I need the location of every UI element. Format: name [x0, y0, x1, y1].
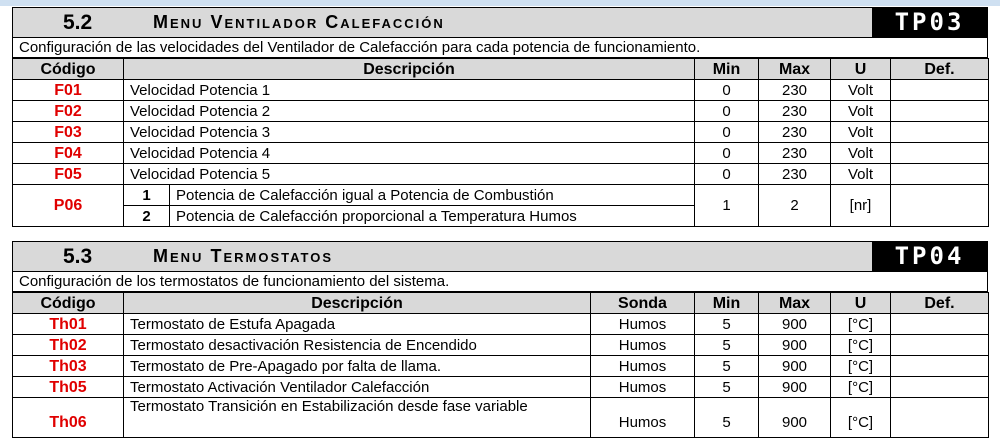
param-default	[891, 80, 989, 101]
table-row	[13, 164, 989, 185]
param-max: 900	[759, 398, 831, 438]
param-max: 900	[759, 314, 831, 335]
section-number: 5.3	[63, 245, 93, 268]
header-max: Max	[759, 59, 831, 80]
section-header	[12, 7, 988, 38]
param-default	[891, 122, 989, 143]
option-text: Potencia de Calefacción igual a Potencia de Combustión	[170, 185, 695, 206]
param-max: 230	[759, 101, 831, 122]
option-number: 2	[124, 206, 170, 227]
param-description: Velocidad Potencia 2	[124, 101, 695, 122]
param-probe: Humos	[591, 398, 695, 438]
section-tag: TP03	[872, 7, 987, 38]
param-code: Th02	[13, 335, 124, 356]
param-unit: Volt	[831, 80, 891, 101]
table-row	[13, 335, 989, 356]
thermostats-table	[12, 292, 989, 438]
section-number: 5.2	[63, 11, 93, 34]
param-unit: Volt	[831, 164, 891, 185]
header-description: Descripción	[124, 59, 695, 80]
header-min: Min	[695, 293, 759, 314]
option-text: Potencia de Calefacción proporcional a Temperatura Humos	[170, 206, 695, 227]
param-description: Termostato desactivación Resistencia de Encendido	[124, 335, 591, 356]
param-code: Th06	[13, 398, 124, 438]
header-unit: U	[831, 293, 891, 314]
param-code: F03	[13, 122, 124, 143]
param-unit: [°C]	[831, 356, 891, 377]
table-row	[13, 356, 989, 377]
param-code: Th05	[13, 377, 124, 398]
section-5-2	[12, 7, 988, 227]
param-max: 230	[759, 122, 831, 143]
param-default	[891, 143, 989, 164]
section-header	[12, 241, 988, 272]
section-description: Configuración de los termostatos de funcionamiento del sistema.	[12, 272, 988, 292]
param-max: 230	[759, 164, 831, 185]
param-min: 0	[695, 101, 759, 122]
param-max: 2	[759, 185, 831, 227]
param-max: 230	[759, 80, 831, 101]
param-code: F04	[13, 143, 124, 164]
param-min: 0	[695, 143, 759, 164]
param-default	[891, 335, 989, 356]
section-5-3	[12, 241, 988, 438]
param-unit: Volt	[831, 143, 891, 164]
param-default	[891, 314, 989, 335]
param-probe: Humos	[591, 314, 695, 335]
header-default: Def.	[891, 293, 989, 314]
param-code: F05	[13, 164, 124, 185]
param-description: Termostato de Pre-Apagado por falta de llama.	[124, 356, 591, 377]
param-default	[891, 101, 989, 122]
param-code: F02	[13, 101, 124, 122]
param-min: 0	[695, 122, 759, 143]
param-description: Termostato Activación Ventilador Calefacción	[124, 377, 591, 398]
param-default	[891, 164, 989, 185]
param-description: Velocidad Potencia 5	[124, 164, 695, 185]
param-unit: [°C]	[831, 398, 891, 438]
header-min: Min	[695, 59, 759, 80]
table-row	[13, 122, 989, 143]
param-min: 5	[695, 398, 759, 438]
table-row	[13, 143, 989, 164]
param-description: Termostato de Estufa Apagada	[124, 314, 591, 335]
param-unit: [°C]	[831, 377, 891, 398]
header-max: Max	[759, 293, 831, 314]
param-code: Th03	[13, 356, 124, 377]
table-row	[13, 314, 989, 335]
param-unit: Volt	[831, 122, 891, 143]
param-description: Velocidad Potencia 4	[124, 143, 695, 164]
parameters-table	[12, 58, 989, 227]
param-min: 1	[695, 185, 759, 227]
param-min: 5	[695, 377, 759, 398]
table-row	[13, 101, 989, 122]
param-probe: Humos	[591, 335, 695, 356]
param-unit: [°C]	[831, 335, 891, 356]
param-max: 900	[759, 377, 831, 398]
option-number: 1	[124, 185, 170, 206]
param-max: 900	[759, 356, 831, 377]
option-row	[13, 185, 989, 206]
param-unit: Volt	[831, 101, 891, 122]
header-default: Def.	[891, 59, 989, 80]
param-default	[891, 185, 989, 227]
header-unit: U	[831, 59, 891, 80]
param-min: 5	[695, 356, 759, 377]
top-strip	[0, 0, 1000, 6]
param-min: 5	[695, 335, 759, 356]
param-code: Th01	[13, 314, 124, 335]
section-title: Menu Ventilador Calefacción	[153, 12, 445, 32]
param-min: 5	[695, 314, 759, 335]
param-default	[891, 377, 989, 398]
param-description: Velocidad Potencia 3	[124, 122, 695, 143]
param-unit: [nr]	[831, 185, 891, 227]
header-code: Código	[13, 293, 124, 314]
section-description: Configuración de las velocidades del Ventilador de Calefacción para cada potencia de funcionamiento.	[12, 38, 988, 58]
param-description: Termostato Transición en Estabilización desde fase variable	[124, 398, 591, 438]
header-probe: Sonda	[591, 293, 695, 314]
table-row	[13, 377, 989, 398]
param-max: 230	[759, 143, 831, 164]
param-probe: Humos	[591, 356, 695, 377]
table-header-row	[13, 293, 989, 314]
header-code: Código	[13, 59, 124, 80]
param-min: 0	[695, 164, 759, 185]
param-code: P06	[13, 185, 124, 227]
table-header-row	[13, 59, 989, 80]
param-min: 0	[695, 80, 759, 101]
param-code: F01	[13, 80, 124, 101]
table-row	[13, 80, 989, 101]
param-default	[891, 398, 989, 438]
param-unit: [°C]	[831, 314, 891, 335]
table-row	[13, 398, 989, 438]
param-probe: Humos	[591, 377, 695, 398]
param-max: 900	[759, 335, 831, 356]
param-description: Velocidad Potencia 1	[124, 80, 695, 101]
section-tag: TP04	[872, 241, 987, 272]
header-description: Descripción	[124, 293, 591, 314]
section-title: Menu Termostatos	[153, 246, 333, 266]
param-default	[891, 356, 989, 377]
